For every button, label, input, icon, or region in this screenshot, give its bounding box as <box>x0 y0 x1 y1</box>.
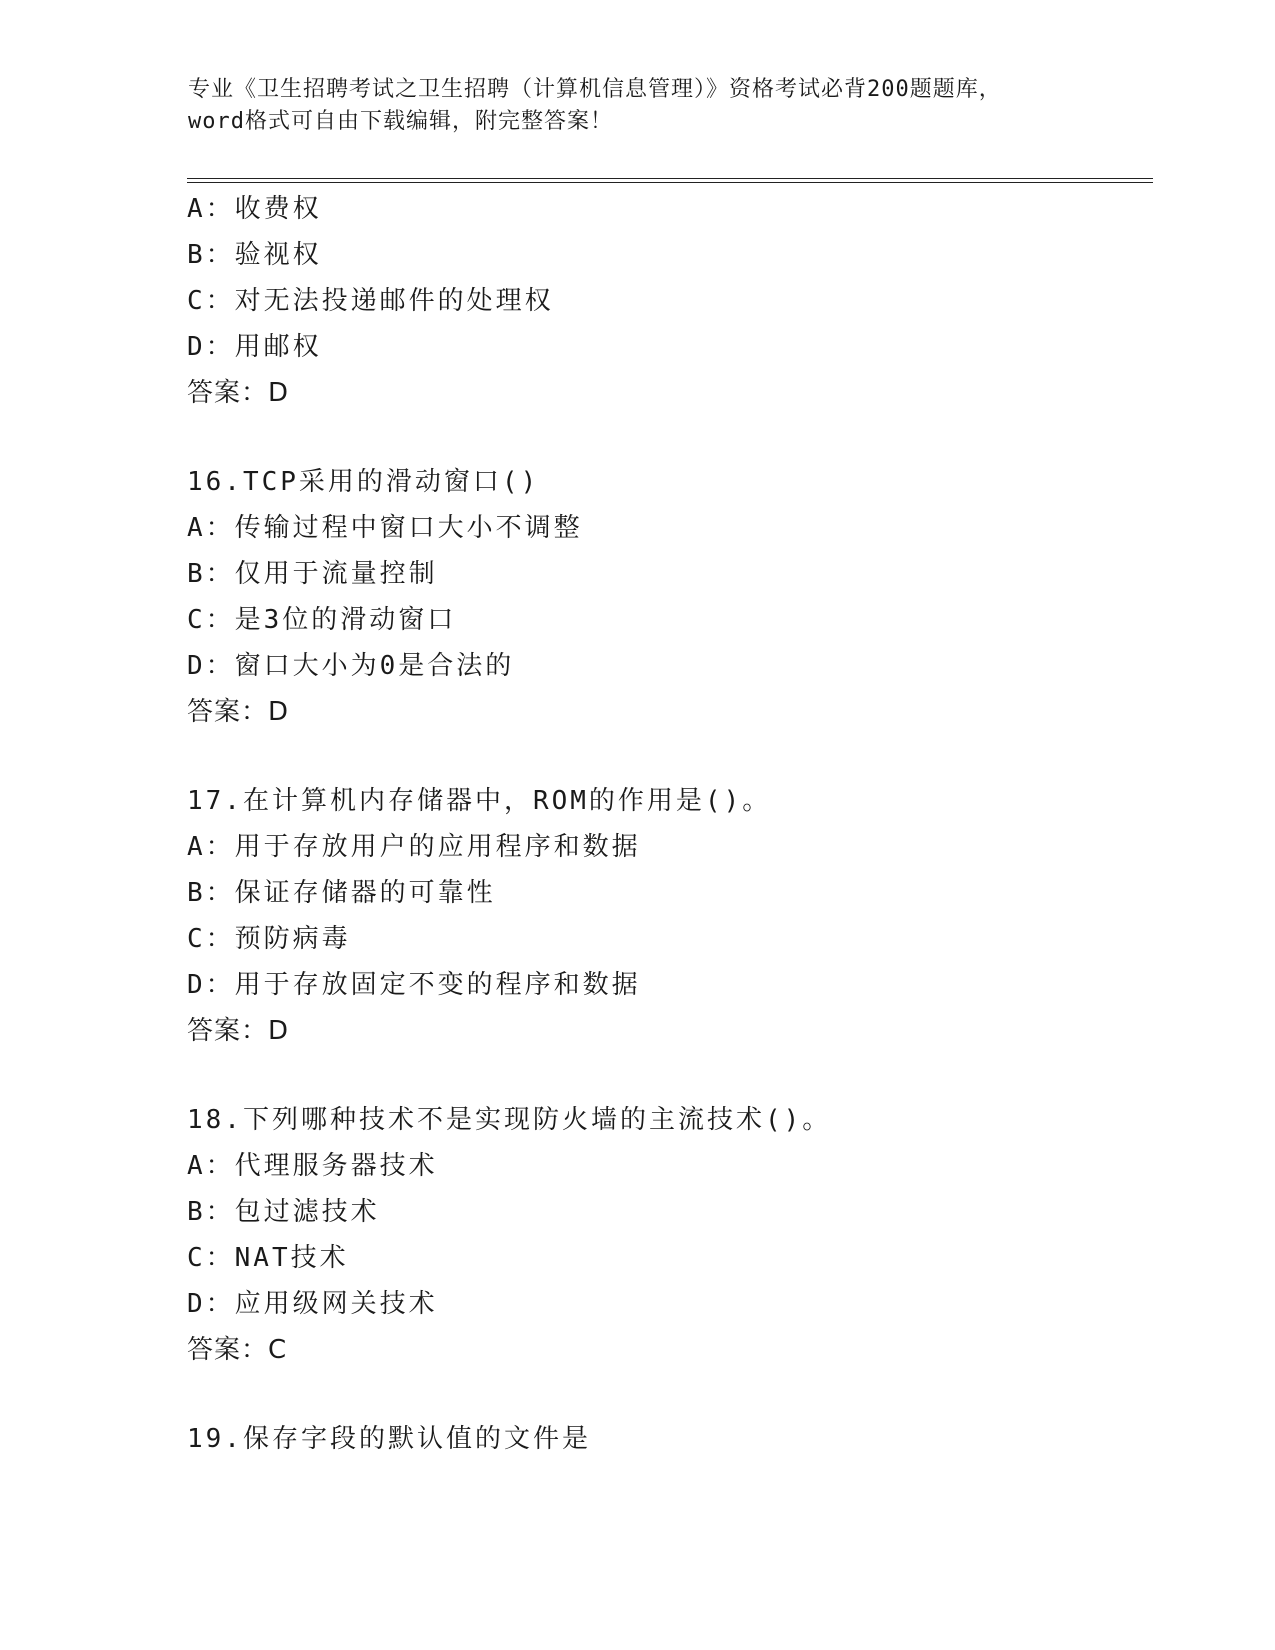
option-d: D：用于存放固定不变的程序和数据 <box>187 970 641 1000</box>
header-line-1: 专业《卫生招聘考试之卫生招聘（计算机信息管理）》资格考试必背200题题库， <box>188 77 1002 102</box>
answer: 答案：D <box>187 697 290 727</box>
answer: 答案：C <box>187 1335 288 1365</box>
document-header <box>188 74 1088 138</box>
option-d: D：窗口大小为0是合法的 <box>187 651 515 681</box>
answer: 答案：D <box>187 378 290 408</box>
option-a: A：用于存放用户的应用程序和数据 <box>187 832 641 862</box>
option-d: D：应用级网关技术 <box>187 1289 438 1319</box>
option-c: C：是3位的滑动窗口 <box>187 605 457 635</box>
option-b: B：保证存储器的可靠性 <box>187 878 496 908</box>
question-text: 17.在计算机内存储器中，ROM的作用是()。 <box>187 786 772 816</box>
question-17 <box>187 778 1147 1054</box>
option-b: B：包过滤技术 <box>187 1197 380 1227</box>
question-16 <box>187 459 1147 735</box>
option-c: C：对无法投递邮件的处理权 <box>187 286 554 316</box>
question-18 <box>187 1097 1147 1373</box>
option-a: A：传输过程中窗口大小不调整 <box>187 513 583 543</box>
question-list <box>187 186 1147 1462</box>
option-d: D：用邮权 <box>187 332 322 362</box>
question-text: 19.保存字段的默认值的文件是 <box>187 1424 591 1454</box>
option-c: C：预防病毒 <box>187 924 351 954</box>
header-divider <box>187 178 1153 183</box>
option-a: A：收费权 <box>187 194 322 224</box>
answer: 答案：D <box>187 1016 290 1046</box>
option-a: A：代理服务器技术 <box>187 1151 438 1181</box>
option-b: B：验视权 <box>187 240 322 270</box>
question-text: 18.下列哪种技术不是实现防火墙的主流技术()。 <box>187 1105 832 1135</box>
question-15 <box>187 186 1147 416</box>
option-c: C：NAT技术 <box>187 1243 349 1273</box>
header-line-2: word格式可自由下载编辑，附完整答案！ <box>188 109 613 134</box>
question-text: 16.TCP采用的滑动窗口() <box>187 467 540 497</box>
option-b: B：仅用于流量控制 <box>187 559 438 589</box>
question-19 <box>187 1416 1147 1462</box>
